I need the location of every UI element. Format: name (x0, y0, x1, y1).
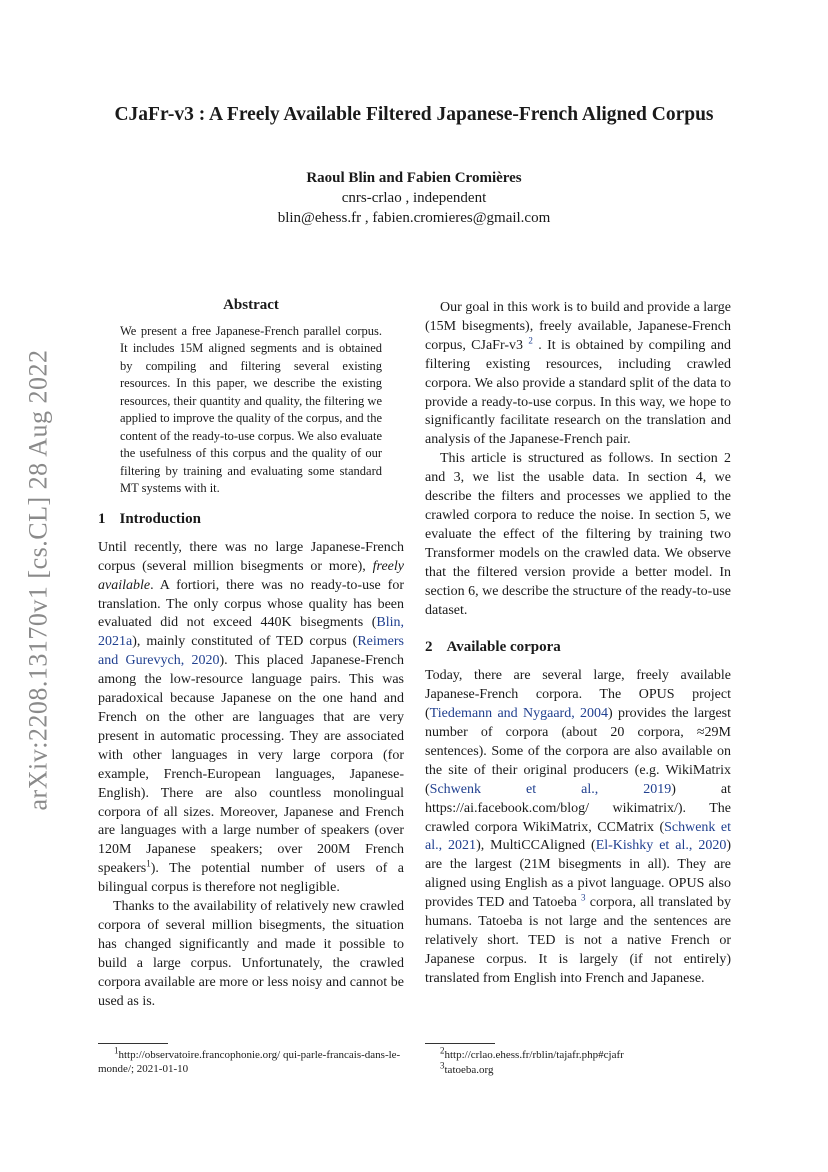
footnote-marker[interactable]: 2 (528, 335, 533, 346)
section-heading-introduction (98, 510, 404, 529)
citation-link[interactable]: Schwenk et al., 2019 (429, 781, 672, 797)
author-emails: blin@ehess.fr , fabien.cromieres@gmail.com (277, 210, 551, 226)
citation-link[interactable]: Blin, 2021a (98, 615, 404, 650)
footnote-text: http://crlao.ehess.fr/rblin/tajafr.php#cjafr (444, 1049, 624, 1061)
section-number: 1 (98, 510, 106, 527)
text-run: ), MultiCCAligned ( (476, 838, 596, 854)
footnote-text: tatoeba.org (444, 1064, 494, 1076)
footnote-marker[interactable]: 3 (581, 892, 586, 903)
text-run: ). This placed Japanese-French among the low-resource language pairs. This was paradoxical because Japanese on the one hand and French on the other are languages that are very present in automatic processing. They are associated with other languages in very large corpora (for example, French-European languages, Japanese-English). There are also countless monolingual corpora of all sizes. Moreover, Japanese and French are languages with a large number of speakers (over 120M Japanese speakers; over 200M French speakers (98, 653, 404, 877)
section-number: 2 (425, 639, 433, 656)
text-run: ), mainly constituted of TED corpus ( (132, 634, 358, 650)
footnote-number: 1 (114, 1045, 119, 1056)
left-column (98, 296, 404, 1011)
text-run: corpora, all translated by humans. Tatoeba is not large and the sentences are relatively short. TED is not a native French or Japanese corpus. It is largely (if not entirely) translated from English into French and Japanese. (425, 895, 731, 986)
footnote-number: 2 (440, 1045, 445, 1056)
citation-link[interactable]: Schwenk et al., 2021 (425, 819, 731, 854)
goal-paragraph (425, 299, 731, 450)
citation-link[interactable]: Tiedemann and Nygaard, 2004 (429, 706, 609, 722)
corpora-paragraph (425, 667, 731, 988)
footnote-divider (98, 1043, 168, 1044)
text-run: ). The potential number of users of a bilingual corpus is therefore not negligible. (98, 861, 404, 896)
intro-paragraph-2: Thanks to the availability of relatively new crawled corpora of several million bisegments, the situation has changed significantly and made it possible to build a large corpus. Unfortunately, the crawled corpora available are more or less noisy and cannot be used as is. (98, 899, 404, 1009)
abstract-heading: Abstract (223, 297, 279, 313)
text-run: ) are the largest (21M bisegments in all). They are aligned using English as a pivot language. OPUS also provides TED and Tatoeba (425, 838, 731, 911)
footnote-1 (98, 1045, 404, 1076)
abstract-text: We present a free Japanese-French parallel corpus. It includes 15M aligned segments and is obtained by compiling and filtering several existing resources. In this paper, we describe the existing resources, their quantity and quality, the filtering we applied to improve the quality of the corpus, and the content of the ready-to-use corpus. We also evaluate the usefulness of this corpus and the quality of our filtering by training and evaluating some standard MT systems with it. (120, 323, 382, 496)
text-run: ) provides the largest number of corpora (about 20 corpora, ≈29M sentences). Some of the corpora are also available on the site of their original producers (e.g. WikiMatrix ( (425, 706, 731, 797)
structure-paragraph: This article is structured as follows. In section 2 and 3, we list the usable data. In section 4, we describe the filters and processes we applied to the crawled corpora to reduce the noise. In section 5, we evaluate the effect of the filtering by training two Transformer models on the crawled data. We observe that the filtered version provide a better model. In section 6, we describe the structure of the ready-to-use dataset. (425, 451, 731, 618)
text-run: ) at https://ai.facebook.com/blog/ wikimatrix/). The crawled corpora WikiMatrix, CCMatrix ( (425, 781, 732, 835)
citation-link[interactable]: Reimers and Gurevych, 2020 (98, 634, 404, 669)
author-names: Raoul Blin and Fabien Cromières (306, 170, 522, 186)
footnote-3 (440, 1060, 730, 1077)
citation-link[interactable]: El-Kishky et al., 2020 (595, 838, 727, 854)
author-affiliation: cnrs-crlao , independent (341, 190, 487, 206)
section-heading-available-corpora (425, 638, 731, 657)
intro-paragraph-1 (98, 539, 404, 898)
text-run: Our goal in this work is to build and provide a large (15M bisegments), freely available, Japanese-French corpus, CJaFr-v3 (425, 300, 731, 353)
text-run: Today, there are several large, freely available Japanese-French corpora. The OPUS project ( (425, 668, 731, 722)
section-title: Introduction (119, 510, 201, 527)
text-run: . A fortiori, there was no ready-to-use for translation. The only corpus whose quality has been evaluated did not exceed 440K bisegments ( (98, 577, 404, 631)
footnote-divider (425, 1043, 495, 1044)
footnote-marker[interactable]: 1 (146, 858, 151, 869)
text-run: . It is obtained by compiling and filtering existing resources, including crawled corpora. We also provide a standard split of the data to provide a ready-to-use corpus. In this way, we hope to significantly facilitate research on the translation and analysis of the Japanese-French pair. (425, 337, 732, 448)
footnote-text: http://observatoire.francophonie.org/ qui-parle-francais-dans-le-monde/; 2021-01-10 (98, 1049, 401, 1075)
emphasis-text: freely available (98, 558, 404, 593)
right-column (425, 299, 731, 989)
arxiv-identifier: arXiv:2208.13170v1 [cs.CL] 28 Aug 2022 (23, 349, 52, 811)
section-title: Available corpora (446, 639, 561, 656)
arxiv-sidebar (18, 330, 58, 830)
footnote-number: 3 (440, 1060, 445, 1071)
text-run: Until recently, there was no large Japanese-French corpus (several million bisegments or more), (98, 539, 404, 574)
paper-title: CJaFr-v3 : A Freely Available Filtered Japanese-French Aligned Corpus (114, 104, 714, 125)
footnote-2 (440, 1045, 730, 1062)
author-block (0, 168, 828, 228)
